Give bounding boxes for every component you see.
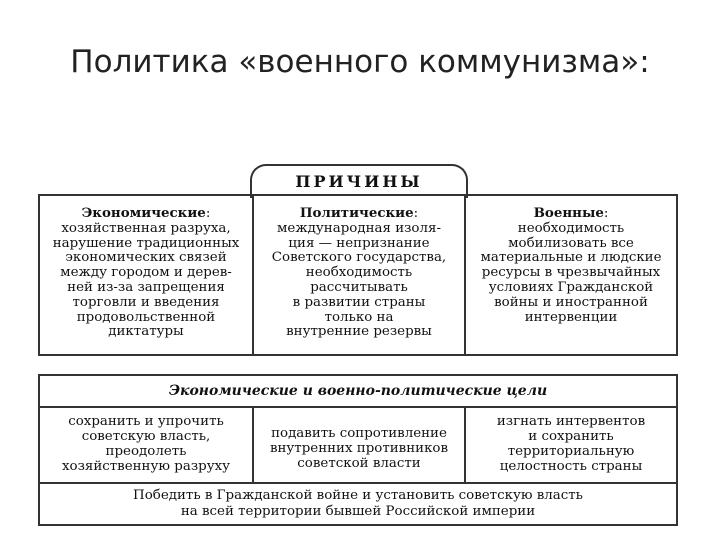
goal-footer-line: на всей территории бывшей Российской империи bbox=[180, 504, 536, 519]
goals-block bbox=[38, 374, 678, 526]
military-cause-line: необходимость bbox=[517, 220, 625, 236]
military-cause-line: материальные и людские bbox=[480, 250, 662, 266]
political-cause-line: международная изоля- bbox=[277, 220, 441, 236]
goal-column-1 bbox=[40, 408, 252, 482]
political-causes-heading: Политические bbox=[299, 205, 414, 221]
military-causes-heading-row bbox=[468, 206, 674, 222]
goal-column-3 bbox=[466, 408, 676, 482]
heading-colon: : bbox=[413, 206, 419, 221]
goal-line: изгнать интервентов bbox=[496, 414, 646, 429]
economic-cause-line: ней из-за запрещения bbox=[67, 279, 225, 295]
economic-cause-line: нарушение традиционных bbox=[52, 235, 240, 251]
goal-line: сохранить и упрочить bbox=[68, 414, 224, 429]
military-causes-heading: Военные bbox=[533, 205, 604, 221]
goal-line: хозяйственную разруху bbox=[61, 459, 231, 474]
economic-cause-line: торговли и введения bbox=[72, 294, 220, 310]
military-cause-line: условиях Гражданской bbox=[488, 279, 654, 295]
economic-cause-line: диктатуры bbox=[108, 324, 184, 340]
heading-colon: : bbox=[205, 206, 211, 221]
goal-line: внутренних противников bbox=[269, 441, 449, 456]
political-causes-column bbox=[252, 196, 466, 354]
heading-colon: : bbox=[603, 206, 609, 221]
economic-cause-line: экономических связей bbox=[65, 250, 227, 266]
military-cause-line: войны и иностранной bbox=[494, 294, 648, 310]
political-cause-line: в развитии страны bbox=[292, 294, 426, 310]
goal-line: подавить сопротивление bbox=[271, 426, 447, 441]
political-cause-line: ция — непризнание bbox=[288, 235, 430, 251]
economic-causes-heading: Экономические bbox=[81, 205, 206, 221]
military-cause-line: мобилизовать все bbox=[508, 235, 634, 251]
goal-footer-line: Победить в Гражданской войне и установить советскую власть bbox=[133, 488, 583, 503]
political-causes-heading-row bbox=[256, 206, 462, 222]
political-cause-line: Советского государства, bbox=[271, 250, 447, 266]
military-cause-line: ресурсы в чрезвычайных bbox=[481, 265, 661, 281]
goals-footer bbox=[40, 482, 676, 524]
economic-cause-line: продовольственной bbox=[76, 309, 216, 325]
causes-tab-label: ПРИЧИНЫ bbox=[295, 172, 423, 191]
goal-line: преодолеть bbox=[105, 444, 187, 459]
economic-causes-column bbox=[40, 196, 252, 354]
political-cause-line: только на bbox=[324, 309, 394, 325]
goal-line: территориальную bbox=[507, 444, 635, 459]
goal-line: целостность страны bbox=[499, 459, 643, 474]
economic-cause-line: хозяйственная разруха, bbox=[61, 220, 231, 236]
economic-cause-line: между городом и дерев- bbox=[60, 265, 232, 281]
political-cause-line: внутренние резервы bbox=[286, 324, 432, 340]
goal-column-2 bbox=[252, 408, 466, 482]
economic-causes-heading-row bbox=[42, 206, 250, 222]
slide-title: Политика «военного коммунизма»: bbox=[70, 44, 650, 80]
political-cause-line: необходимость bbox=[305, 265, 413, 281]
causes-tab bbox=[250, 164, 468, 198]
goal-line: советскую власть, bbox=[81, 429, 211, 444]
goals-header: Экономические и военно-политические цели bbox=[40, 376, 676, 408]
goal-line: и сохранить bbox=[528, 429, 614, 444]
causes-block bbox=[38, 194, 678, 356]
political-cause-line: рассчитывать bbox=[310, 279, 408, 295]
military-causes-column bbox=[466, 196, 676, 354]
military-cause-line: интервенции bbox=[524, 309, 618, 325]
goal-line: советской власти bbox=[297, 456, 421, 471]
